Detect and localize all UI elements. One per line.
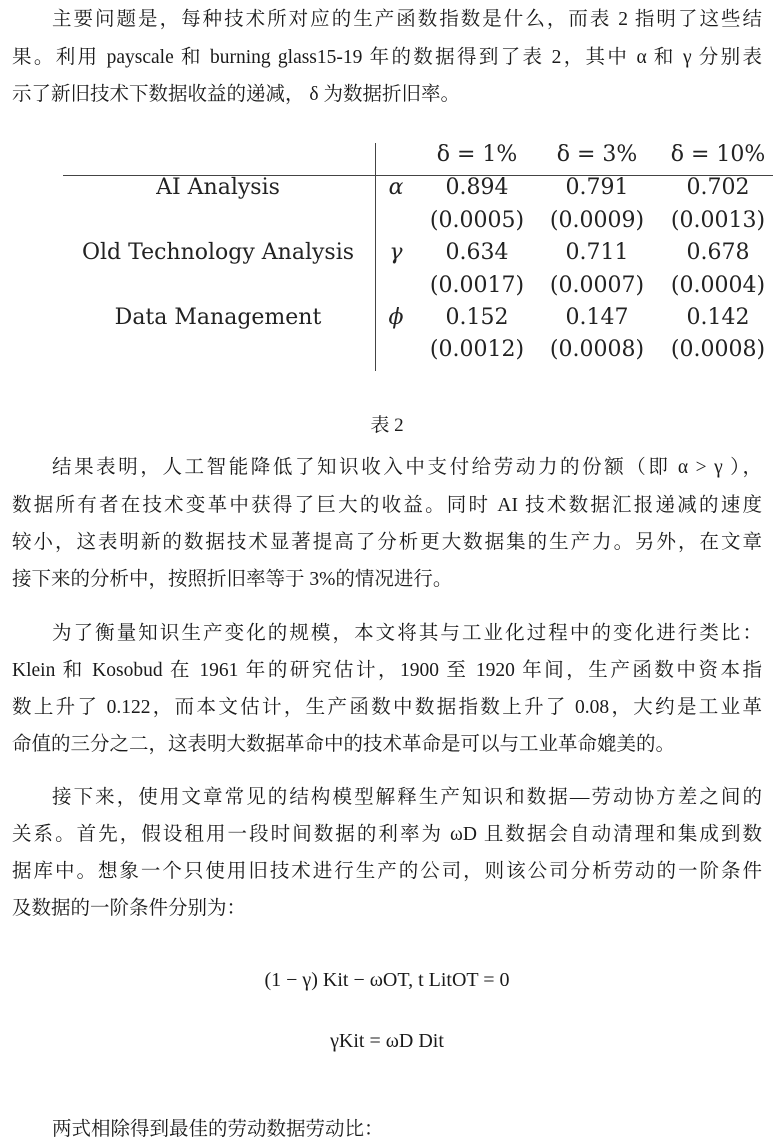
row-symbol: γ: [389, 240, 403, 265]
paragraph-1-line: 示了新旧技术下数据收益的递减， δ 为数据折旧率。: [12, 84, 460, 105]
table-cell: 0.152: [445, 305, 509, 330]
table-cell: 0.711: [565, 240, 629, 265]
paragraph-5-line: 两式相除得到最佳的劳动数据劳动比：: [52, 1119, 384, 1140]
table-cell-se: (0.0008): [549, 337, 645, 362]
table-cell-se: (0.0004): [670, 273, 766, 298]
paragraph-2-line: 数据所有者在技术变革中获得了巨大的收益。同时 AI 技术数据汇报递减的速度: [12, 495, 762, 516]
table-cell-se: (0.0005): [429, 208, 525, 233]
row-symbol: α: [388, 175, 404, 200]
header-delta-10: δ = 10%: [670, 142, 766, 167]
header-delta-1: δ = 1%: [436, 142, 518, 167]
header-delta-3: δ = 3%: [556, 142, 638, 167]
table-cell: 0.791: [565, 175, 629, 200]
table-cell-se: (0.0012): [429, 337, 525, 362]
paragraph-4-line: 关系。首先，假设租用一段时间数据的利率为 ωD 且数据会自动清理和集成到数: [12, 824, 762, 845]
equation-1: (1 − γ) Kit − ωOT, t LitOT = 0: [264, 969, 510, 991]
table-cell: 0.142: [686, 305, 750, 330]
table-cell: 0.702: [686, 175, 750, 200]
table-cell-se: (0.0017): [429, 273, 525, 298]
table-cell-se: (0.0007): [549, 273, 645, 298]
table-cell-se: (0.0009): [549, 208, 645, 233]
paragraph-3-line: 命值的三分之二，这表明大数据革命中的技术革命是可以与工业革命媲美的。: [12, 734, 676, 755]
table-cell-se: (0.0008): [670, 337, 766, 362]
row-symbol: ϕ: [388, 305, 404, 330]
row-label: Data Management: [114, 305, 322, 330]
paragraph-3-line: Klein 和 Kosobud 在 1961 年的研究估计，1900 至 1920 年间，生产函数中资本指: [12, 660, 762, 681]
table-cell: 0.894: [445, 175, 509, 200]
table-caption: 表 2: [370, 415, 404, 436]
paragraph-2-line: 较小，这表明新的数据技术显著提高了分析更大数据集的生产力。另外，在文章: [12, 532, 762, 553]
table-cell: 0.678: [686, 240, 750, 265]
table-cell-se: (0.0013): [670, 208, 766, 233]
paragraph-1-line: 主要问题是，每种技术所对应的生产函数指数是什么，而表 2 指明了这些结: [52, 9, 762, 30]
table-cell: 0.147: [565, 305, 629, 330]
paragraph-3-line: 为了衡量知识生产变化的规模，本文将其与工业化过程中的变化进行类比：: [52, 623, 762, 644]
paragraph-2-line: 接下来的分析中，按照折旧率等于 3%的情况进行。: [12, 569, 453, 590]
paragraph-4-line: 接下来，使用文章常见的结构模型解释生产知识和数据—劳动协方差之间的: [52, 787, 762, 808]
table-cell: 0.634: [445, 240, 509, 265]
row-label: Old Technology Analysis: [81, 240, 355, 265]
paragraph-1-line: 果。利用 payscale 和 burning glass15-19 年的数据得到了表 2，其中 α 和 γ 分别表: [12, 47, 762, 68]
equation-2: γKit = ωD Dit: [330, 1030, 444, 1052]
paragraph-3-line: 数上升了 0.122，而本文估计，生产函数中数据指数上升了 0.08，大约是工业革: [12, 697, 762, 718]
paragraph-4-line: 据库中。想象一个只使用旧技术进行生产的公司，则该公司分析劳动的一阶条件: [12, 861, 762, 882]
paragraph-4-line: 及数据的一阶条件分别为：: [12, 898, 247, 919]
row-label: AI Analysis: [156, 175, 280, 200]
paragraph-2-line: 结果表明，人工智能降低了知识收入中支付给劳动力的份额（即 α > γ ），: [52, 457, 762, 478]
